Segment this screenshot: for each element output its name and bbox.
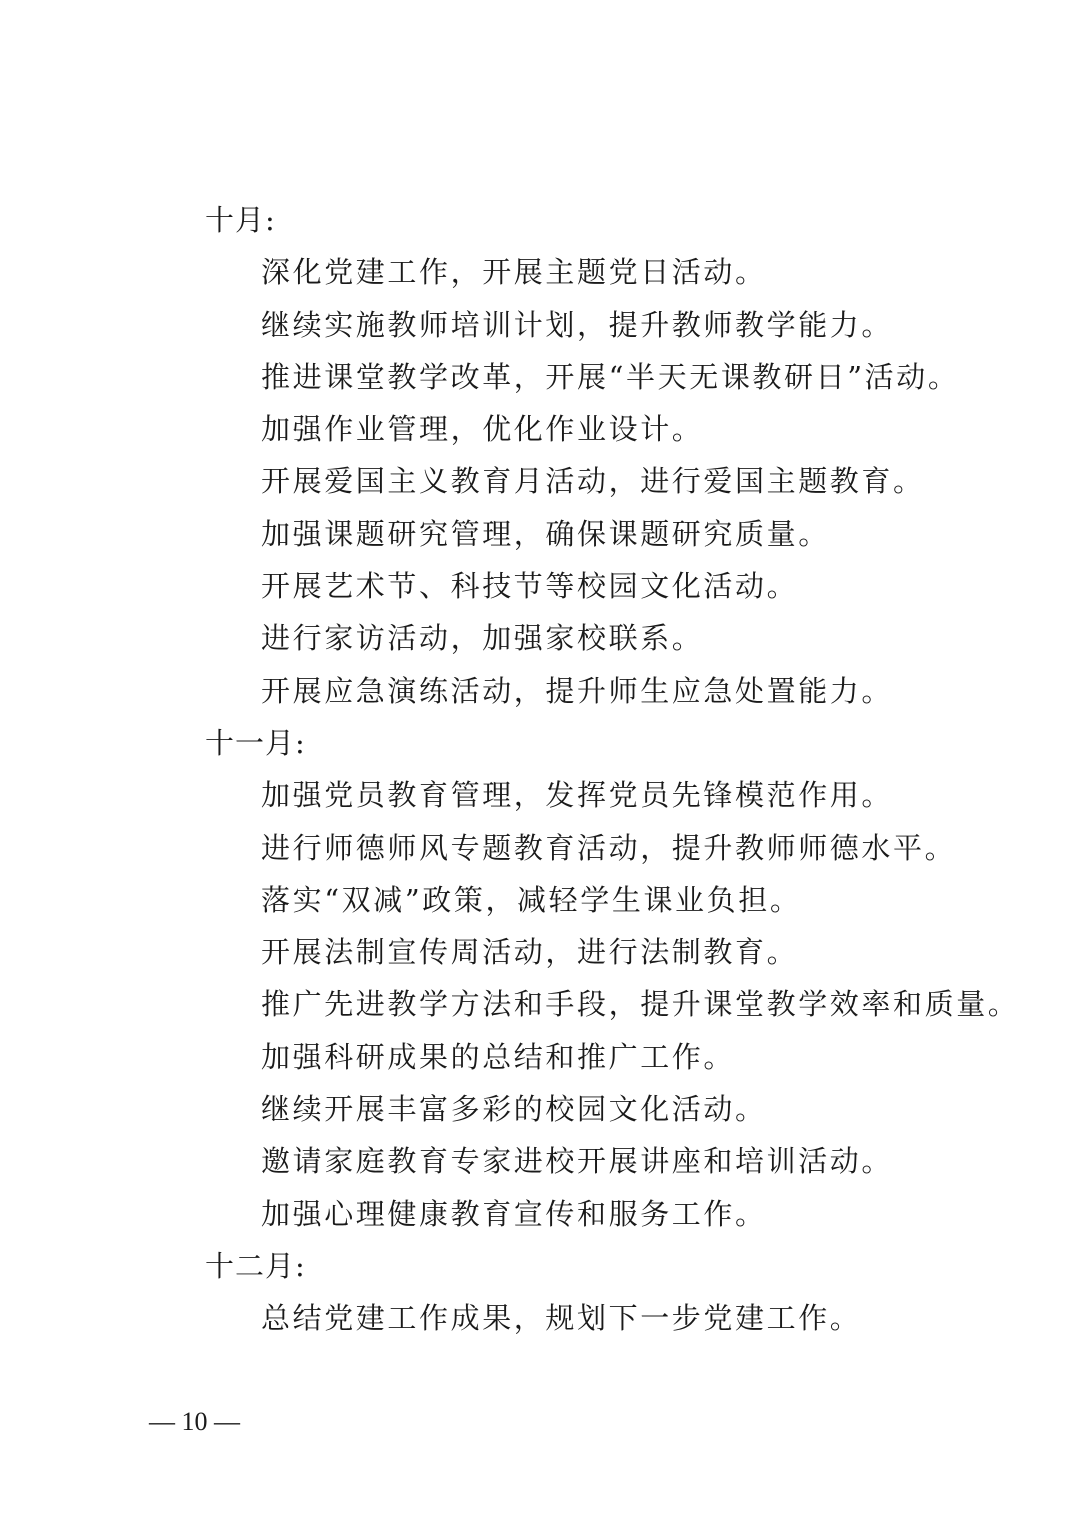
section-heading: 十月: <box>205 203 276 237</box>
list-item: 继续开展丰富多彩的校园文化活动。 <box>261 1092 767 1127</box>
page-number: — 10 — <box>149 1407 240 1436</box>
list-item: 开展法制宣传周活动，进行法制教育。 <box>261 935 799 970</box>
section-heading: 十二月: <box>205 1248 306 1283</box>
list-item: 继续实施教师培训计划，提升教师教学能力。 <box>261 307 894 342</box>
section-december <box>205 1240 965 1345</box>
list-item: 推进课堂教学改革，开展“半天无课教研日”活动。 <box>261 359 960 394</box>
list-item: 开展艺术节、科技节等校园文化活动。 <box>261 569 799 604</box>
list-item: 加强作业管理，优化作业设计。 <box>261 412 704 447</box>
list-item: 加强心理健康教育宣传和服务工作。 <box>261 1196 767 1231</box>
list-item: 开展应急演练活动，提升师生应急处置能力。 <box>261 673 894 708</box>
list-item: 推广先进教学方法和手段，提升课堂教学效率和质量。 <box>261 987 1020 1022</box>
list-item: 进行家访活动，加强家校联系。 <box>261 621 704 656</box>
document-body <box>205 194 1020 1345</box>
section-november <box>205 717 1020 1240</box>
list-item: 进行师德师风专题教育活动，提升教师师德水平。 <box>261 830 957 865</box>
section-october <box>205 194 965 717</box>
list-item: 开展爱国主义教育月活动，进行爱国主题教育。 <box>261 464 925 499</box>
list-item: 加强党员教育管理，发挥党员先锋模范作用。 <box>261 778 894 813</box>
list-item: 加强科研成果的总结和推广工作。 <box>261 1039 736 1074</box>
list-item: 深化党建工作，开展主题党日活动。 <box>261 255 767 290</box>
list-item: 落实“双减”政策，减轻学生课业负担。 <box>261 882 802 917</box>
list-item: 总结党建工作成果，规划下一步党建工作。 <box>261 1301 862 1336</box>
list-item: 邀请家庭教育专家进校开展讲座和培训活动。 <box>261 1144 894 1179</box>
list-item: 加强课题研究管理，确保课题研究质量。 <box>261 516 830 551</box>
section-heading: 十一月: <box>205 725 306 760</box>
